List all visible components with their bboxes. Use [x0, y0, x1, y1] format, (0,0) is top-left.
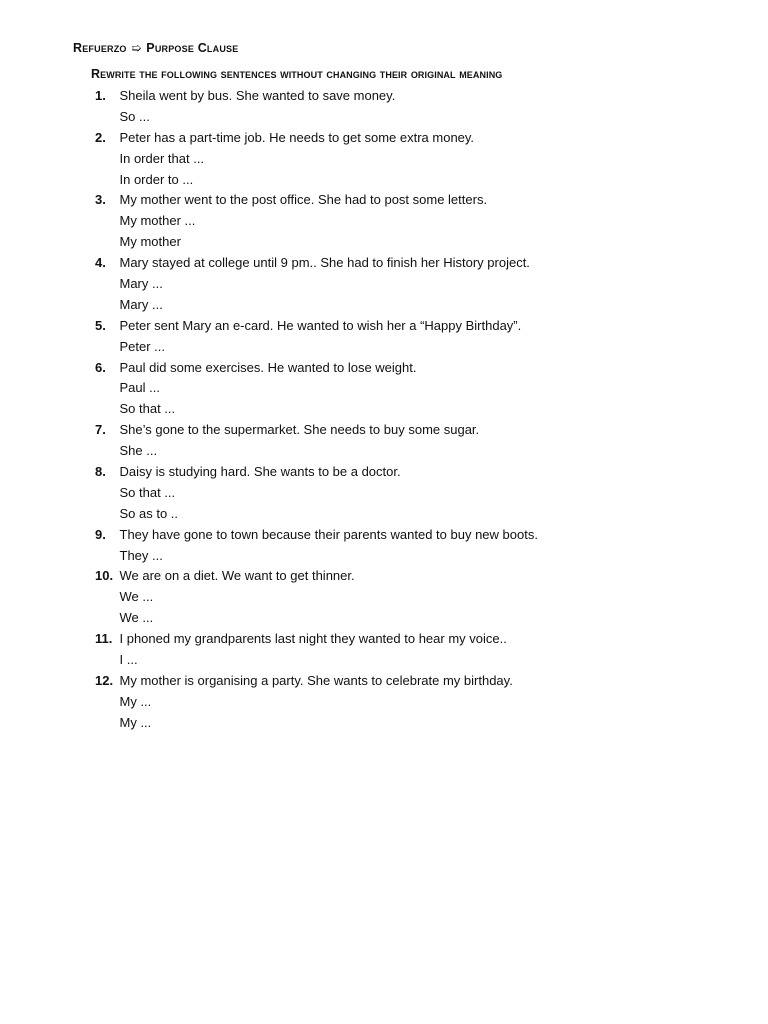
rewrite-prompt	[95, 504, 715, 525]
rewrite-prompt	[95, 274, 715, 295]
rewrite-prompt-text: My mother	[119, 234, 181, 250]
rewrite-prompt-text: So that ...	[119, 401, 176, 417]
rewrite-prompt	[95, 378, 715, 399]
rewrite-prompt-text: She ...	[119, 443, 158, 459]
exercise-sentence: Peter sent Mary an e-card. He wanted to wish her a “Happy Birthday”.	[119, 317, 522, 333]
page-title	[73, 41, 238, 55]
rewrite-prompt-text: Mary ...	[119, 296, 163, 312]
exercise-number: 1.	[95, 88, 106, 103]
exercise-item	[95, 128, 715, 149]
exercise-number: 9.	[95, 526, 106, 542]
rewrite-prompt-text: So that ...	[119, 484, 176, 500]
exercise-number: 3.	[95, 192, 106, 208]
exercise-number: 12.	[95, 672, 114, 688]
exercise-sentence: Sheila went by bus. She wanted to save money.	[119, 88, 396, 103]
exercise-sentence: We are on a diet. We want to get thinner.	[119, 568, 355, 584]
rewrite-prompt	[95, 441, 715, 462]
exercise-item	[95, 420, 715, 441]
rewrite-prompt	[95, 483, 715, 504]
rewrite-prompt-text: My mother ...	[119, 213, 196, 229]
exercise-sentence: They have gone to town because their parents wanted to buy new boots.	[119, 526, 538, 542]
exercise-sentence: Peter has a part-time job. He needs to get some extra money.	[119, 129, 475, 145]
rewrite-prompt	[95, 650, 715, 671]
exercise-item	[95, 86, 715, 107]
rewrite-prompt-text: I ...	[119, 652, 138, 668]
exercise-item	[95, 525, 715, 546]
exercise-item	[95, 316, 715, 337]
title-right: Purpose Clause	[146, 41, 239, 55]
rewrite-prompt	[95, 587, 715, 608]
rewrite-prompt-text: Mary ...	[119, 276, 163, 292]
exercise-item	[95, 671, 715, 692]
exercise-item	[95, 358, 715, 379]
exercise-sentence: Mary stayed at college until 9 pm.. She had to finish her History project.	[119, 255, 530, 271]
title-left: Refuerzo	[73, 41, 127, 55]
rewrite-prompt	[95, 211, 715, 232]
rewrite-prompt	[95, 295, 715, 316]
exercise-sentence: My mother is organising a party. She wants to celebrate my birthday.	[119, 672, 513, 688]
rewrite-prompt-text: Paul ...	[119, 380, 160, 396]
rewrite-prompt	[95, 399, 715, 420]
instruction-heading: Rewrite the following sentences without changing their original meaning	[91, 67, 503, 81]
rewrite-prompt	[95, 337, 715, 358]
exercise-item	[95, 629, 715, 650]
rewrite-prompt-text: They ...	[119, 547, 163, 563]
exercise-number: 11.	[95, 631, 113, 647]
exercise-number: 5.	[95, 317, 106, 333]
exercise-list	[95, 86, 715, 734]
exercise-number: 6.	[95, 359, 106, 375]
rewrite-prompt	[95, 692, 715, 713]
exercise-number: 10.	[95, 568, 114, 584]
rewrite-prompt-text: In order that ...	[119, 150, 205, 166]
rewrite-prompt	[95, 608, 715, 629]
rewrite-prompt	[95, 232, 715, 253]
rewrite-prompt-text: My ...	[119, 693, 152, 709]
exercise-number: 2.	[95, 129, 106, 145]
rewrite-prompt	[95, 107, 715, 128]
exercise-number: 7.	[95, 422, 106, 438]
rewrite-prompt	[95, 713, 715, 734]
exercise-sentence: I phoned my grandparents last night they wanted to hear my voice..	[119, 631, 507, 647]
rewrite-prompt-text: So as to ..	[119, 505, 179, 521]
rewrite-prompt-text: So ...	[119, 108, 150, 124]
rewrite-prompt-text: In order to ...	[119, 171, 194, 187]
exercise-sentence: Daisy is studying hard. She wants to be a doctor.	[119, 464, 401, 480]
exercise-number: 8.	[95, 464, 106, 480]
exercise-item	[95, 190, 715, 211]
rewrite-prompt-text: Peter ...	[119, 338, 166, 354]
rewrite-prompt	[95, 170, 715, 191]
rewrite-prompt	[95, 546, 715, 567]
exercise-number: 4.	[95, 255, 106, 271]
exercise-item	[95, 566, 715, 587]
rewrite-prompt-text: My ...	[119, 714, 152, 730]
exercise-sentence: She’s gone to the supermarket. She needs to buy some sugar.	[119, 422, 480, 438]
exercise-sentence: Paul did some exercises. He wanted to lose weight.	[119, 359, 417, 375]
rewrite-prompt	[95, 149, 715, 170]
arrow-icon: ➯	[131, 41, 142, 55]
exercise-sentence: My mother went to the post office. She had to post some letters.	[119, 192, 488, 208]
rewrite-prompt-text: We ...	[119, 610, 154, 626]
exercise-item	[95, 253, 715, 274]
exercise-item	[95, 462, 715, 483]
rewrite-prompt-text: We ...	[119, 589, 154, 605]
